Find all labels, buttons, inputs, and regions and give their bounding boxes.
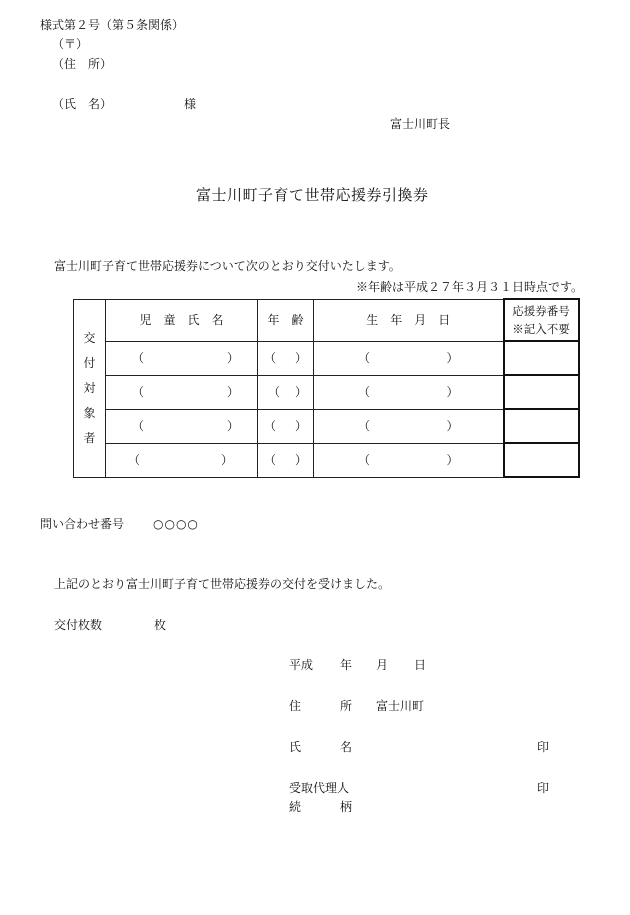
- side-char: 付: [83, 355, 96, 370]
- inquiry-value: ○○○○: [153, 517, 199, 531]
- era-label: 平成: [289, 658, 314, 672]
- header-voucher-number: [504, 299, 579, 341]
- proxy-label: 受取代理人: [289, 781, 350, 795]
- age-cell[interactable]: [258, 409, 314, 443]
- paren-close: ）: [226, 419, 239, 433]
- honorific: 様: [184, 97, 197, 111]
- voucher-number-cell[interactable]: [504, 409, 579, 443]
- child-name-cell[interactable]: [106, 375, 258, 409]
- birthdate-cell[interactable]: [314, 375, 504, 409]
- recipients-table: [73, 298, 580, 478]
- paren-close: ）: [294, 419, 307, 433]
- side-label: [74, 299, 106, 477]
- page-title: 富士川町子育て世帯応援券引換券: [196, 186, 429, 204]
- paren-open: （: [358, 351, 371, 365]
- header-birthdate: 生 年 月 日: [314, 299, 504, 341]
- intro-text: 富士川町子育て世帯応援券について次のとおり交付いたします。: [54, 259, 401, 273]
- paren-close: ）: [220, 453, 233, 467]
- address-field-label-2: 所: [340, 699, 353, 713]
- paren-close: ）: [446, 419, 459, 433]
- paren-open: （: [358, 385, 371, 399]
- count-label: 交付枚数: [54, 618, 103, 632]
- name-label: （氏 名）: [52, 97, 113, 111]
- header-child-name: 児 童 氏 名: [106, 299, 258, 341]
- paren-close: ）: [226, 351, 239, 365]
- inquiry-label: 問い合わせ番号: [40, 517, 125, 531]
- voucher-number-cell[interactable]: [504, 375, 579, 409]
- count-unit: 枚: [154, 618, 167, 632]
- paren-close: ）: [294, 385, 307, 399]
- table-row: [74, 375, 579, 409]
- address-field-label-1: 住: [289, 699, 302, 713]
- age-cell[interactable]: [258, 375, 314, 409]
- side-char: 者: [83, 430, 96, 445]
- seal-mark: 印: [537, 781, 550, 795]
- side-char: 象: [83, 405, 96, 420]
- paren-open: （: [132, 419, 145, 433]
- paren-close: ）: [446, 453, 459, 467]
- child-name-cell[interactable]: [106, 409, 258, 443]
- age-note: ※年齢は平成２７年３月３１日時点です。: [356, 280, 584, 294]
- table-row: [74, 443, 579, 477]
- birthdate-cell[interactable]: [314, 443, 504, 477]
- side-char: 対: [83, 380, 96, 395]
- day-label: 日: [414, 658, 427, 672]
- year-label: 年: [340, 658, 353, 672]
- month-label: 月: [376, 658, 389, 672]
- table-row: [74, 409, 579, 443]
- paren-open: （: [358, 419, 371, 433]
- paren-open: （: [128, 453, 141, 467]
- postal-label: （〒）: [52, 37, 89, 51]
- voucher-header-line2: ※記入不要: [512, 322, 570, 336]
- voucher-header-line1: 応援券番号: [512, 304, 570, 318]
- paren-open: （: [132, 351, 145, 365]
- address-label: （住 所）: [52, 57, 113, 71]
- header-age: 年 齢: [258, 299, 314, 341]
- name-field-label-1: 氏: [289, 740, 302, 754]
- child-name-cell[interactable]: [106, 341, 258, 375]
- voucher-number-cell[interactable]: [504, 443, 579, 477]
- paren-close: ）: [446, 351, 459, 365]
- receipt-statement: 上記のとおり富士川町子育て世帯応援券の交付を受けました。: [54, 577, 391, 591]
- side-char: 交: [83, 330, 96, 345]
- paren-close: ）: [446, 385, 459, 399]
- age-cell[interactable]: [258, 443, 314, 477]
- paren-open: （: [358, 453, 371, 467]
- voucher-number-cell[interactable]: [504, 341, 579, 375]
- table-row: [74, 341, 579, 375]
- relation-label-2: 柄: [340, 800, 353, 814]
- paren-close: ）: [294, 351, 307, 365]
- birthdate-cell[interactable]: [314, 409, 504, 443]
- child-name-cell[interactable]: [106, 443, 258, 477]
- paren-open: （: [264, 419, 277, 433]
- paren-open: （: [264, 453, 277, 467]
- paren-close: ）: [226, 385, 239, 399]
- seal-mark: 印: [537, 740, 550, 754]
- paren-open: （: [132, 385, 145, 399]
- paren-open: （: [264, 351, 277, 365]
- paren-close: ）: [294, 453, 307, 467]
- table-header-row: [74, 299, 579, 341]
- relation-label-1: 続: [289, 800, 302, 814]
- age-cell[interactable]: [258, 341, 314, 375]
- form-id: 様式第２号（第５条関係）: [40, 18, 185, 32]
- birthdate-cell[interactable]: [314, 341, 504, 375]
- address-field-value[interactable]: 富士川町: [376, 699, 425, 713]
- issuer: 富士川町長: [390, 117, 451, 131]
- name-field-label-2: 名: [340, 740, 353, 754]
- paren-open: （: [268, 385, 281, 399]
